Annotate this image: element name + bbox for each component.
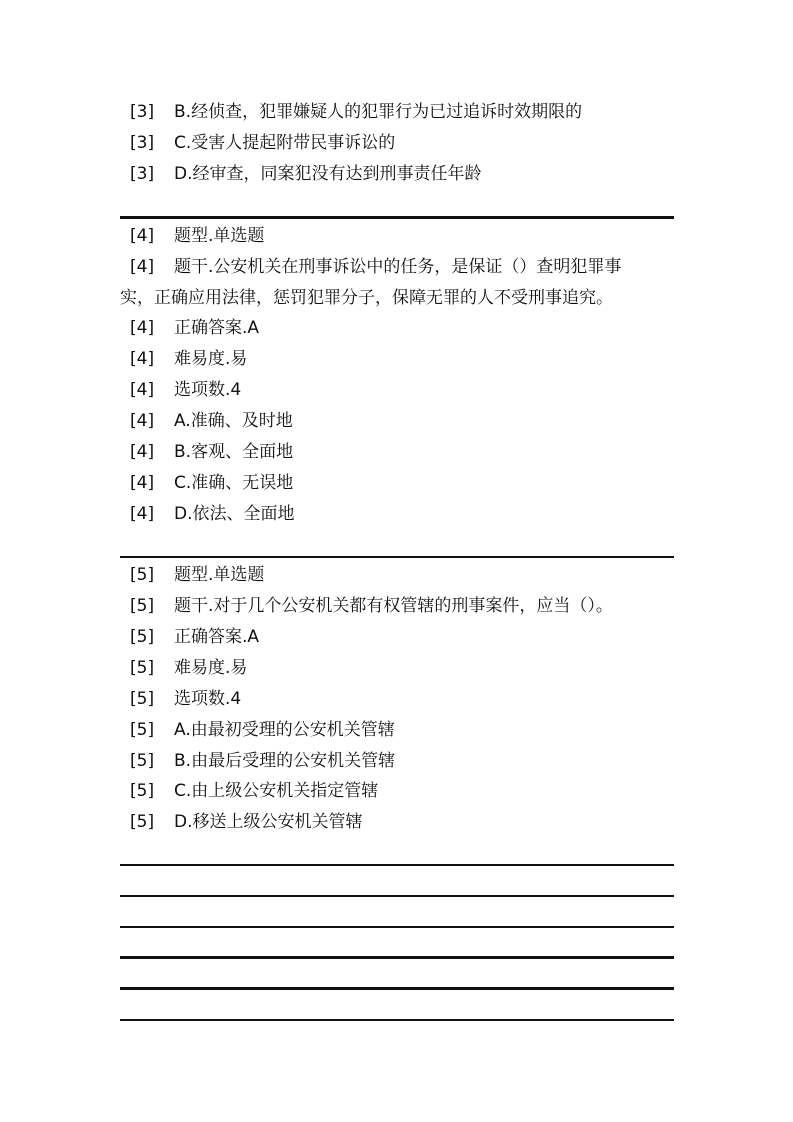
section-divider <box>120 895 674 897</box>
q4-tag: [4] <box>130 504 155 524</box>
q5-tag: [5] <box>130 689 155 709</box>
q4-tag: [4] <box>130 380 155 400</box>
section-divider <box>120 987 674 990</box>
q4-difficulty-text: 难易度.易 <box>174 349 248 369</box>
q5-tag: [5] <box>130 658 155 678</box>
q5-type-text: 题型.单选题 <box>174 565 265 585</box>
q4-option-d-text: D.依法、全面地 <box>174 504 295 524</box>
q5-tag: [5] <box>130 720 155 740</box>
q4-tag: [4] <box>130 473 155 493</box>
q5-option-count-text: 选项数.4 <box>174 689 242 709</box>
q4-stem-cont-text: 实，正确应用法律，惩罚犯罪分子，保障无罪的人不受刑事追究。 <box>120 288 613 308</box>
q5-tag: [5] <box>130 565 155 585</box>
q4-tag: [4] <box>130 442 155 462</box>
q5-difficulty-text: 难易度.易 <box>174 658 248 678</box>
section-divider <box>120 1019 674 1021</box>
section-divider <box>120 956 674 959</box>
q5-answer-text: 正确答案.A <box>174 627 260 647</box>
q5-tag: [5] <box>130 627 155 647</box>
q4-tag: [4] <box>130 257 155 277</box>
section-divider <box>120 926 674 928</box>
q4-type-text: 题型.单选题 <box>174 226 265 246</box>
q4-tag: [4] <box>130 411 155 431</box>
q5-tag: [5] <box>130 812 155 832</box>
q3-option-c-text: C.受害人提起附带民事诉讼的 <box>174 133 396 153</box>
q3-option-b-text: B.经侦查，犯罪嫌疑人的犯罪行为已过追诉时效期限的 <box>174 102 583 122</box>
q5-option-a-text: A.由最初受理的公安机关管辖 <box>174 720 395 740</box>
q5-option-c-text: C.由上级公安机关指定管辖 <box>174 781 379 801</box>
q5-tag: [5] <box>130 781 155 801</box>
section-divider <box>120 216 674 219</box>
q4-option-a-text: A.准确、及时地 <box>174 411 293 431</box>
q4-option-b-text: B.客观、全面地 <box>174 442 294 462</box>
q4-answer-text: 正确答案.A <box>174 318 260 338</box>
q5-option-d-text: D.移送上级公安机关管辖 <box>174 812 363 832</box>
q3-tag: [3] <box>130 164 155 184</box>
q3-tag: [3] <box>130 133 155 153</box>
q5-tag: [5] <box>130 751 155 771</box>
q3-option-d-text: D.经审查，同案犯没有达到刑事责任年龄 <box>174 164 482 184</box>
q4-tag: [4] <box>130 349 155 369</box>
q5-stem-text: 题干.对于几个公安机关都有权管辖的刑事案件，应当（）。 <box>174 596 613 616</box>
section-divider <box>120 556 674 558</box>
q4-stem-text: 题干.公安机关在刑事诉讼中的任务，是保证（）查明犯罪事 <box>174 257 622 277</box>
q5-option-b-text: B.由最后受理的公安机关管辖 <box>174 751 396 771</box>
q4-option-c-text: C.准确、无误地 <box>174 473 294 493</box>
q4-option-count-text: 选项数.4 <box>174 380 242 400</box>
q4-tag: [4] <box>130 318 155 338</box>
section-divider <box>120 864 674 866</box>
q3-tag: [3] <box>130 102 155 122</box>
q5-tag: [5] <box>130 596 155 616</box>
q4-tag: [4] <box>130 226 155 246</box>
